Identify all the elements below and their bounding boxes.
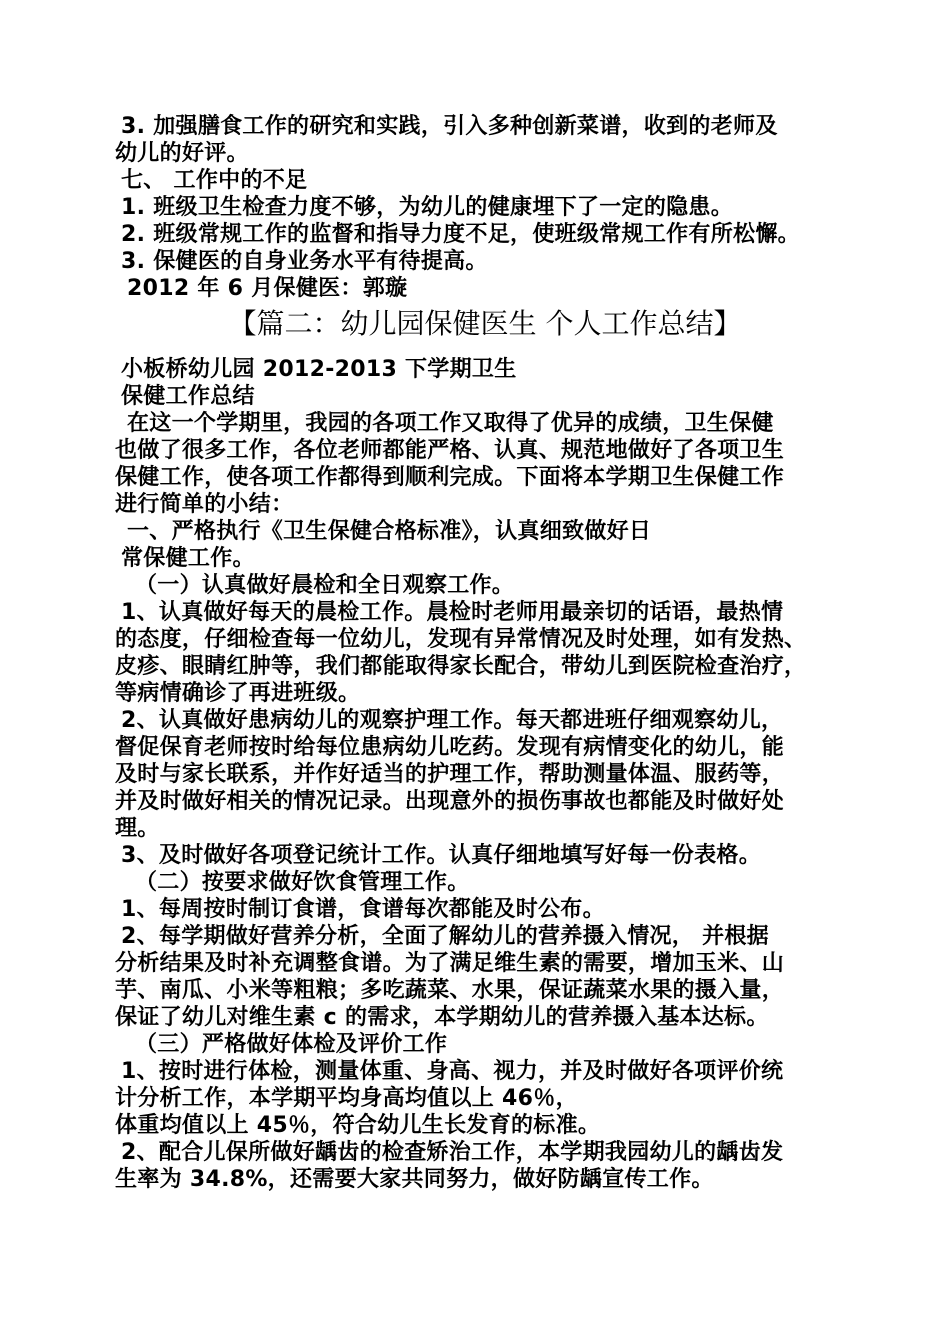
section-title: 七、 工作中的不足	[121, 168, 308, 193]
subsection-title: （一）认真做好晨检和全日观察工作。	[135, 573, 515, 598]
text-line: 生率为 34.8%，还需要大家共同努力，做好防龋宣传工作。	[115, 1167, 714, 1192]
text-line: 计分析工作，本学期平均身高均值以上 46％，	[115, 1086, 578, 1111]
document-title: 小板桥幼儿园 2012-2013 下学期卫生	[121, 357, 517, 382]
text-line: 并及时做好相关的情况记录。出现意外的损伤事故也都能及时做好处	[115, 789, 785, 814]
text-line: 1、每周按时制订食谱，食谱每次都能及时公布。	[121, 897, 605, 922]
text-line: 3. 保健医的自身业务水平有待提高。	[121, 249, 488, 274]
text-line: 进行简单的小结：	[115, 492, 294, 517]
text-line: 2、每学期做好营养分析，全面了解幼儿的营养摄入情况， 并根据	[121, 924, 769, 949]
text-line: 在这一个学期里，我园的各项工作又取得了优异的成绩，卫生保健	[127, 411, 774, 436]
section-title: 常保健工作。	[121, 546, 255, 571]
text-line: 幼儿的好评。	[115, 141, 249, 166]
text-line: 及时与家长联系，并作好适当的护理工作，帮助测量体温、服药等，	[115, 762, 785, 787]
text-line: 理。	[115, 816, 160, 841]
text-line: 1、认真做好每天的晨检工作。晨检时老师用最亲切的话语，最热情	[121, 600, 784, 625]
text-line: 保健工作，使各项工作都得到顺利完成。下面将本学期卫生保健工作	[115, 465, 785, 490]
text-line: 的态度，仔细检查每一位幼儿，发现有异常情况及时处理，如有发热、	[115, 627, 807, 652]
subsection-title: （二）按要求做好饮食管理工作。	[135, 870, 470, 895]
text-line: 3. 加强膳食工作的研究和实践，引入多种创新菜谱，收到的老师及	[121, 114, 778, 139]
text-line: 2、认真做好患病幼儿的观察护理工作。每天都进班仔细观察幼儿，	[121, 708, 784, 733]
text-line: 也做了很多工作，各位老师都能严格、认真、规范地做好了各项卫生	[115, 438, 785, 463]
text-line: 2. 班级常规工作的监督和指导力度不足，使班级常规工作有所松懈。	[121, 222, 800, 247]
text-line: 芋、南瓜、小米等粗粮；多吃蔬菜、水果，保证蔬菜水果的摄入量，	[115, 978, 785, 1003]
text-line: 3、及时做好各项登记统计工作。认真仔细地填写好每一份表格。	[121, 843, 762, 868]
text-line: 分析结果及时补充调整食谱。为了满足维生素的需要，增加玉米、山	[115, 951, 785, 976]
text-line: 2、配合儿保所做好龋齿的检查矫治工作，本学期我园幼儿的龋齿发	[121, 1140, 784, 1165]
text-line: 保证了幼儿对维生素 c 的需求，本学期幼儿的营养摄入基本达标。	[115, 1005, 769, 1030]
section-heading: 【篇二：幼儿园保健医生 个人工作总结】	[228, 307, 742, 340]
section-title: 一、严格执行《卫生保健合格标准》，认真细致做好日	[127, 519, 652, 544]
text-line: 皮疹、眼睛红肿等，我们都能取得家长配合，带幼儿到医院检查治疗，	[115, 654, 807, 679]
text-line: 体重均值以上 45％，符合幼儿生长发育的标准。	[115, 1113, 601, 1138]
text-line: 1. 班级卫生检查力度不够，为幼儿的健康埋下了一定的隐患。	[121, 195, 734, 220]
subsection-title: （三）严格做好体检及评价工作	[135, 1032, 448, 1057]
document-title: 保健工作总结	[121, 384, 255, 409]
signature-date-line: 2012 年 6 月保健医：郭璇	[127, 276, 408, 301]
text-line: 等病情确诊了再进班级。	[115, 681, 361, 706]
text-line: 1、按时进行体检，测量体重、身高、视力，并及时做好各项评价统	[121, 1059, 784, 1084]
document-content	[115, 113, 855, 1193]
text-line: 督促保育老师按时给每位患病幼儿吃药。发现有病情变化的幼儿，能	[115, 735, 785, 760]
